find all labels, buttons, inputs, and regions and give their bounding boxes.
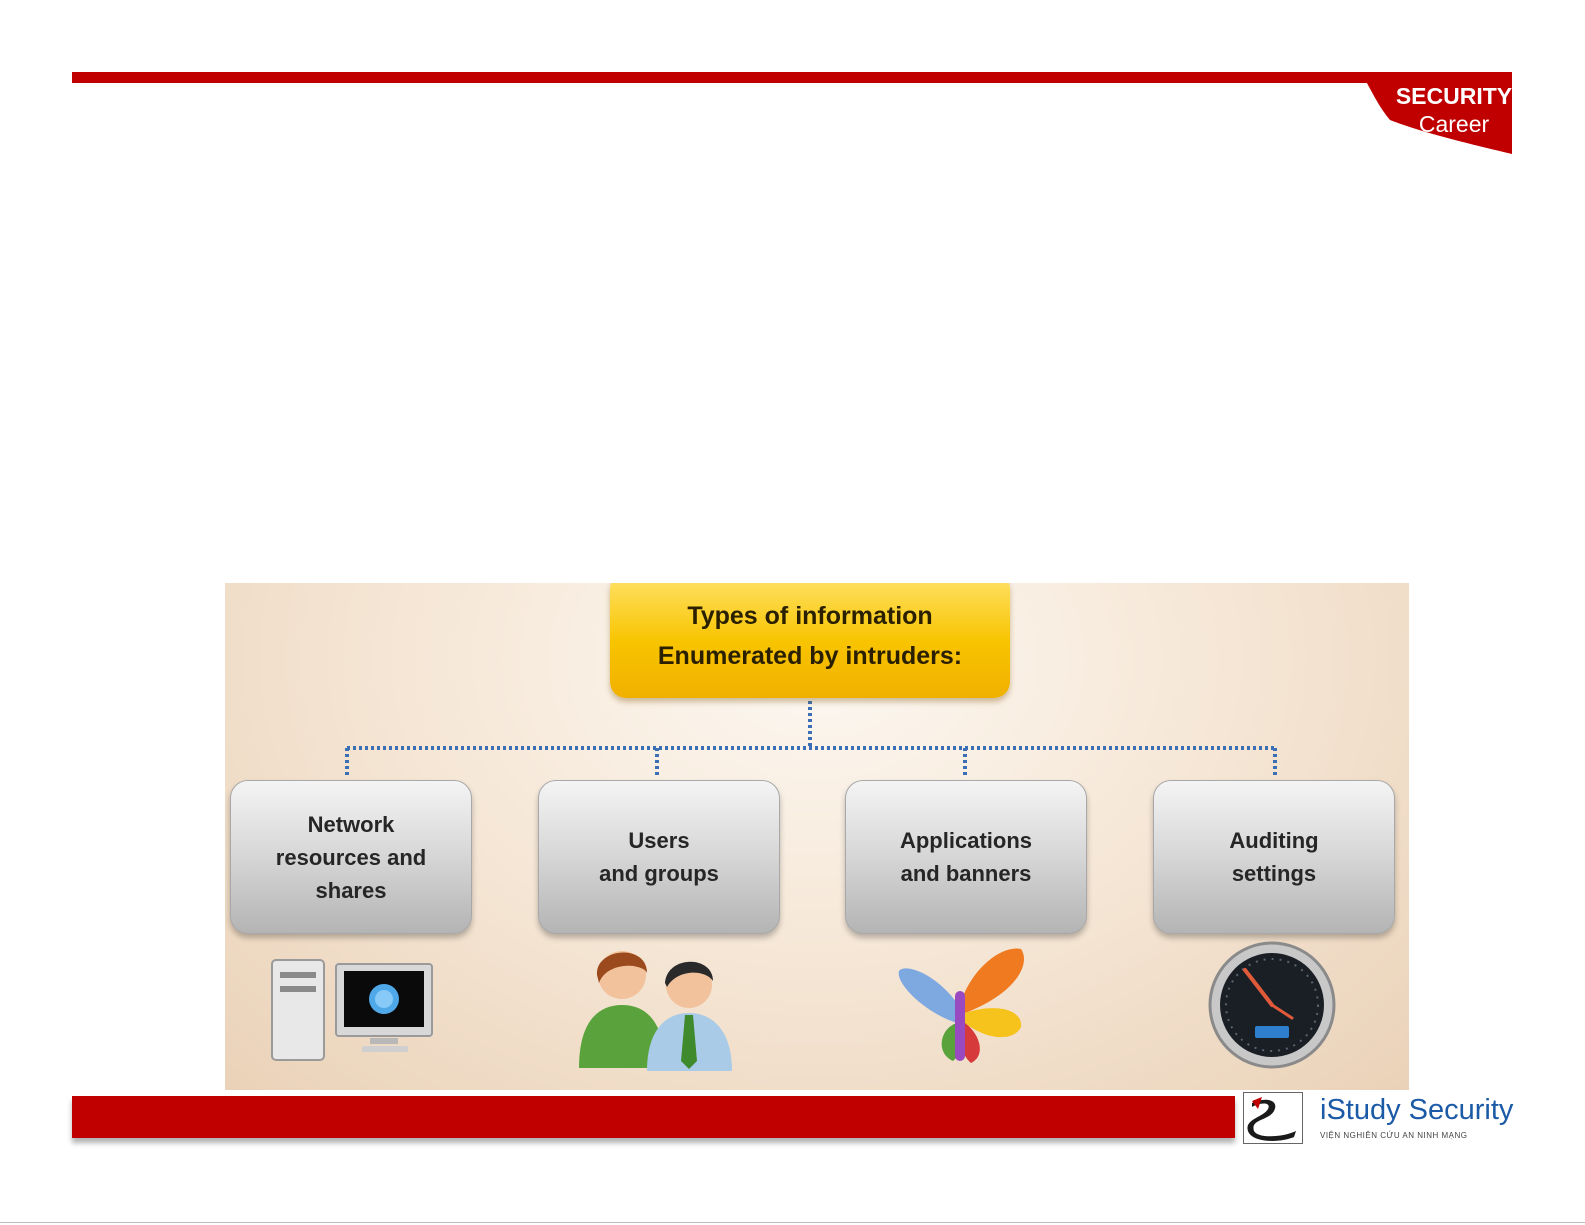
users-icon xyxy=(577,943,737,1073)
node-applications-banners xyxy=(845,780,1087,934)
butterfly-app-icon xyxy=(895,943,1035,1068)
istudy-logo-icon xyxy=(1243,1092,1303,1144)
node-auditing-settings xyxy=(1153,780,1395,934)
node-line: Auditing xyxy=(1229,828,1319,853)
node-line: Network xyxy=(307,811,395,837)
gauge-icon xyxy=(1207,940,1337,1070)
bottom-red-bar xyxy=(72,1096,1235,1138)
brand-line-career: Career xyxy=(1418,111,1490,137)
node-line: and banners xyxy=(900,861,1032,886)
istudy-logo-subtext: VIỆN NGHIÊN CỨU AN NINH MẠNG xyxy=(1320,1131,1468,1140)
node-network-resources xyxy=(230,780,472,934)
node-line: shares xyxy=(315,877,387,903)
node-line: settings xyxy=(1231,861,1317,886)
top-red-bar xyxy=(72,72,1512,83)
page-bottom-rule xyxy=(0,1222,1585,1223)
node-line: and groups xyxy=(599,861,719,886)
istudy-logo-text: iStudy Security xyxy=(1320,1094,1514,1126)
node-line: Users xyxy=(628,828,690,853)
brand-logo-text xyxy=(1392,82,1516,138)
root-line-2: Enumerated by intruders: xyxy=(657,641,963,670)
computer-icon xyxy=(270,958,440,1068)
enumeration-diagram xyxy=(225,583,1409,1090)
brand-line-security: SECURITY xyxy=(1395,83,1513,109)
node-users-groups xyxy=(538,780,780,934)
node-line: resources and xyxy=(275,844,427,870)
root-line-1: Types of information xyxy=(687,601,933,630)
root-node xyxy=(610,583,1010,698)
node-line: Applications xyxy=(899,828,1032,853)
